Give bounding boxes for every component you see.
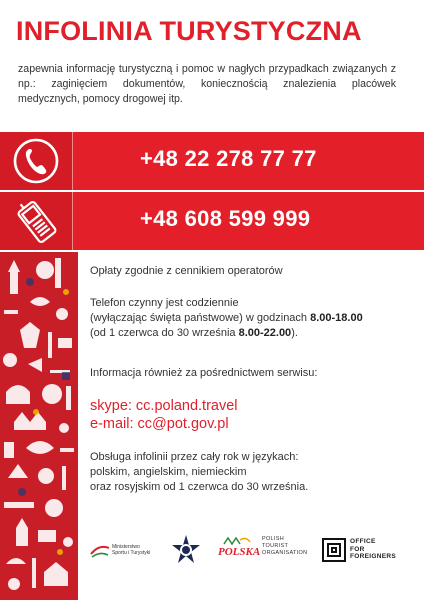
pot-line-2: TOURIST (262, 543, 289, 549)
hours-line-2-text: (wyłączając święta państwowe) w godzinach (90, 312, 311, 324)
police-star-badge-icon (170, 534, 202, 566)
page-title: INFOLINIA TURYSTYCZNA (16, 16, 362, 46)
landline-number: +48 22 278 77 77 (140, 146, 317, 171)
pot-line-3: ORGANISATION (262, 550, 308, 556)
pot-line-1: POLISH (262, 536, 284, 542)
partner-logos (80, 530, 424, 580)
collage-illustration-icon (0, 252, 78, 600)
decorative-collage (0, 252, 78, 600)
fees-note: Opłaty zgodnie z cennikiem operatorów (90, 265, 283, 277)
email-link[interactable]: e-mail: cc@pot.gov.pl (90, 416, 229, 432)
polska-wordmark: POLSKA (218, 546, 261, 558)
service-intro: Informacja również za pośrednictwem serwisu: (90, 367, 318, 379)
phone-row-mobile (0, 192, 424, 250)
ofo-line-3: FOREIGNERS (350, 553, 396, 560)
phone-row-landline (0, 132, 424, 190)
police-logo (170, 534, 202, 571)
hours-summer: 8.00-22.00 (238, 327, 292, 339)
office-for-foreigners-emblem-icon (322, 538, 346, 562)
polska-pot-logo (218, 536, 318, 570)
hours-daily: 8.00-18.00 (310, 312, 363, 324)
languages-block (90, 450, 410, 495)
hours-line-3 (90, 326, 410, 341)
telephone-handset-icon (12, 137, 60, 185)
hours-line-2 (90, 311, 410, 326)
ministry-line-1: Ministerstwo (112, 544, 140, 550)
hours-line-3-text: (od 1 czerwca do 30 września (90, 327, 239, 339)
languages-line-3: oraz rosyjskim od 1 czerwca do 30 września. (90, 481, 309, 493)
languages-line-1: Obsługa infolinii przez cały rok w językach: (90, 451, 299, 463)
languages-line-2: polskim, angielskim, niemieckim (90, 466, 247, 478)
mobile-icon-box (0, 192, 73, 250)
hours-line-1: Telefon czynny jest codziennie (90, 297, 239, 309)
contact-block (90, 397, 410, 433)
mobile-phone-icon (12, 197, 62, 247)
skype-link[interactable]: skype: cc.poland.travel (90, 398, 238, 414)
intro-text: zapewnia informację turystyczną i pomoc w nagłych przypadkach związanych z np.: zaginięciem dokumentów, koniecznością znalezienia placówek medycznych, pomocy drogowej itp. (18, 63, 396, 105)
office-for-foreigners-logo (322, 536, 412, 570)
ofo-line-2: FOR (350, 545, 365, 553)
hours-block (90, 296, 410, 341)
landline-icon-box (0, 132, 73, 190)
ministry-emblem-icon (90, 544, 110, 558)
mobile-number: +48 608 599 999 (140, 206, 311, 231)
ofo-line-1: OFFICE (350, 538, 376, 545)
hours-line-3-end: ). (291, 327, 298, 339)
ministry-line-2: Sportu i Turystyki (112, 550, 151, 556)
